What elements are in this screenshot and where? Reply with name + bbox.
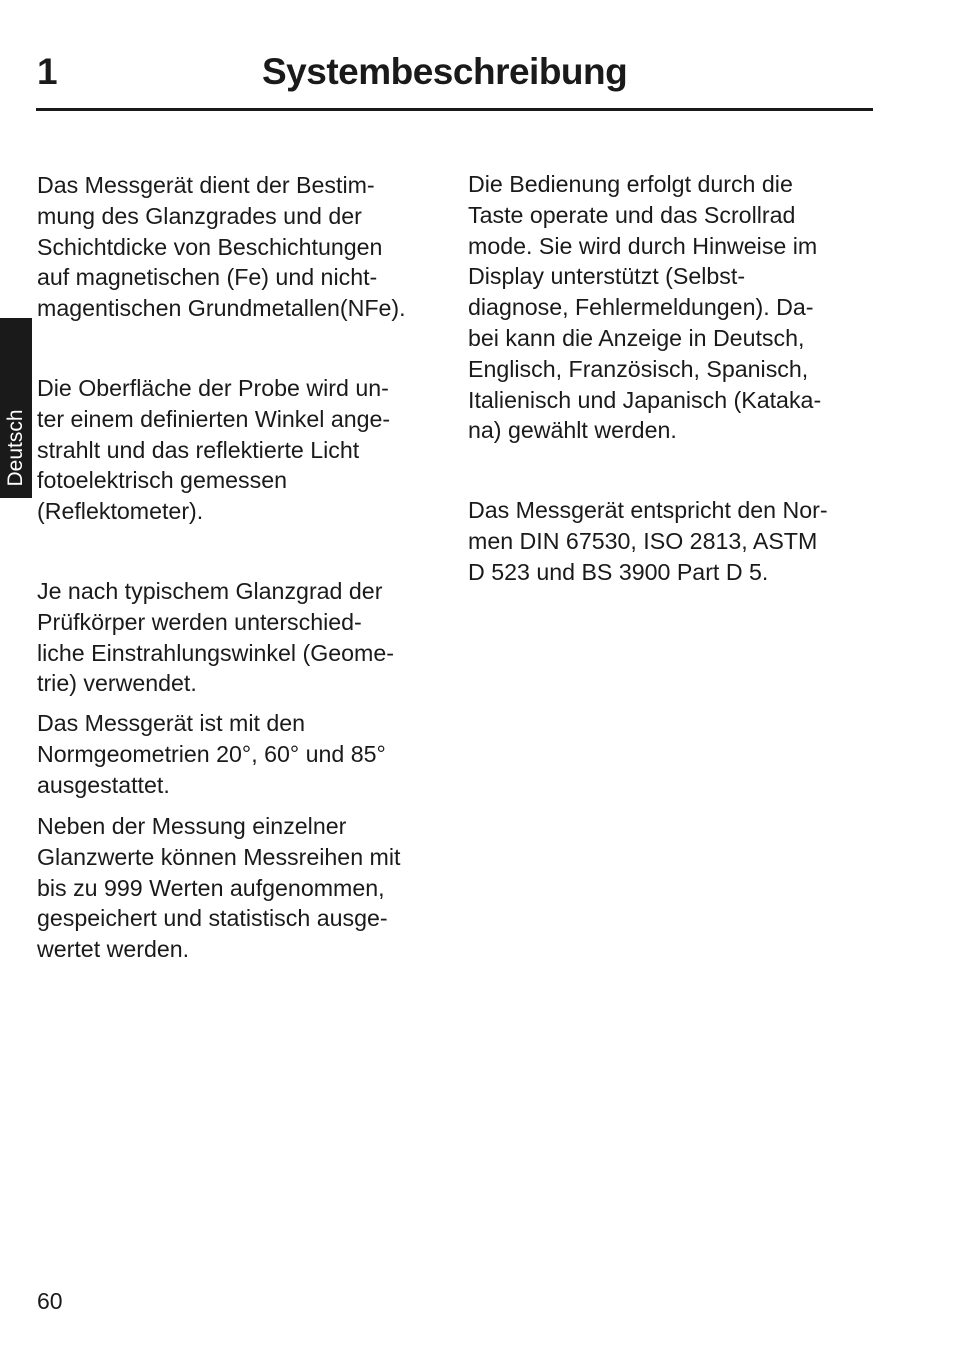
paragraph-standard-geometries: Das Messgerät ist mit den Normgeometrien 20°, 60° und 85° ausgestattet.: [37, 710, 386, 798]
chapter-number: 1: [37, 51, 58, 92]
paragraph-standards: Das Messgerät entspricht den Nor- men DIN 67530, ISO 2813, ASTM D 523 und BS 3900 Part D 5.: [468, 497, 828, 585]
language-side-tab-label: Deutsch: [4, 409, 27, 487]
page-number: 60: [37, 1288, 63, 1314]
paragraph-measurement-principle: Die Oberfläche der Probe wird un- ter einem definierten Winkel ange- strahlt und das reflektierte Licht fotoelektrisch gemessen (Reflektometer).: [37, 375, 391, 525]
paragraph-operation: Die Bedienung erfolgt durch die Taste operate und das Scrollrad mode. Sie wird durch Hinweise im Display unterstützt (Selbst- diagnose, Fehlermeldungen). Da- bei kann die Anzeige in Deutsch, Englisch, Französisch, Spanisch, Italienisch und Japanisch (Kataka- na) gewählt werden.: [468, 171, 822, 444]
chapter-title: Systembeschreibung: [262, 51, 628, 92]
paragraph-geometry: Je nach typischem Glanzgrad der Prüfkörper werden unterschied- liche Einstrahlungswinkel (Geome- trie) verwendet.: [37, 578, 394, 697]
title-rule: [36, 108, 873, 111]
paragraph-purpose: Das Messgerät dient der Bestim- mung des Glanzgrades und der Schichtdicke von Beschichtungen auf magnetischen (Fe) und nicht- magentischen Grundmetallen(NFe).: [37, 172, 406, 322]
paragraph-measurement-series: Neben der Messung einzelner Glanzwerte können Messreihen mit bis zu 999 Werten aufgenommen, gespeichert und statistisch ausge- wertet werden.: [37, 813, 401, 963]
